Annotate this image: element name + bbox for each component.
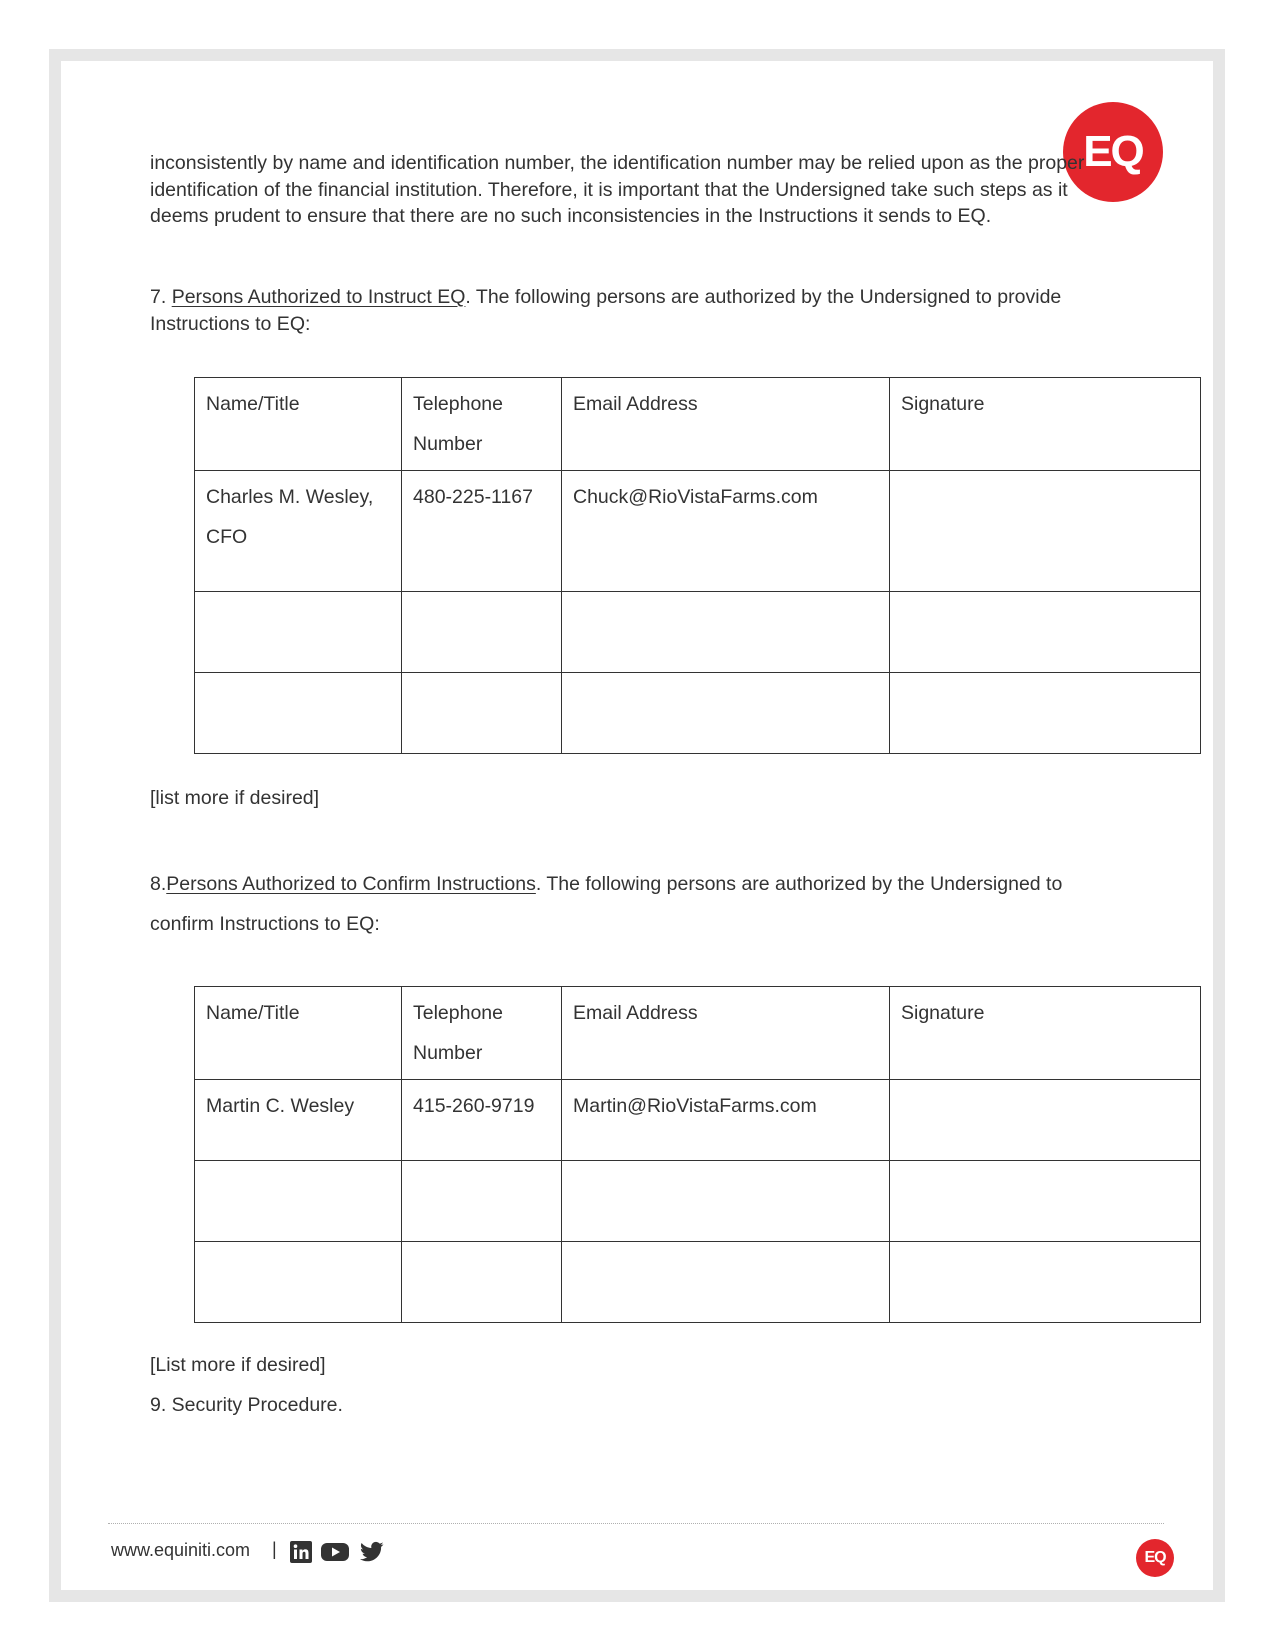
table-row bbox=[195, 1080, 1201, 1161]
section-7-paragraph bbox=[150, 284, 1110, 337]
header-email: Email Address bbox=[562, 987, 890, 1080]
table-row bbox=[195, 471, 1201, 592]
cell-signature bbox=[890, 1242, 1201, 1323]
footer-divider bbox=[108, 1523, 1164, 1524]
cell-email bbox=[562, 1242, 890, 1323]
linkedin-icon[interactable] bbox=[290, 1541, 312, 1563]
cell-signature bbox=[890, 1161, 1201, 1242]
header-name-title: Name/Title bbox=[195, 378, 402, 471]
list-more-note-1: [list more if desired] bbox=[150, 787, 320, 809]
intro-paragraph: inconsistently by name and identification number, the identification number may be relied upon as the proper identification of the financial institution. Therefore, it is important that the Undersigned take such steps as it deems prudent to ensure that there are no such inconsistencies in the Instructions it sends to EQ. bbox=[150, 152, 1085, 227]
footer-separator: | bbox=[272, 1539, 277, 1559]
table-header-row bbox=[195, 378, 1201, 471]
confirmers-table bbox=[194, 986, 1201, 1323]
cell-email bbox=[562, 673, 890, 754]
twitter-icon[interactable] bbox=[360, 1541, 384, 1563]
cell-email: Chuck@RioVistaFarms.com bbox=[562, 471, 890, 592]
instructors-table bbox=[194, 377, 1201, 754]
cell-signature bbox=[890, 673, 1201, 754]
table-row bbox=[195, 1161, 1201, 1242]
cell-telephone bbox=[402, 592, 562, 673]
cell-email bbox=[562, 1161, 890, 1242]
section-7-text: . The following persons are authorized by the Undersigned to provide Instructions to EQ: bbox=[150, 286, 1062, 335]
cell-email: Martin@RioVistaFarms.com bbox=[562, 1080, 890, 1161]
table-row bbox=[195, 1242, 1201, 1323]
cell-telephone: 415-260-9719 bbox=[402, 1080, 562, 1161]
cell-name-title bbox=[195, 1161, 402, 1242]
table-header-row bbox=[195, 987, 1201, 1080]
cell-telephone bbox=[402, 1161, 562, 1242]
list-more-note-2: [List more if desired] bbox=[150, 1354, 326, 1376]
cell-signature bbox=[890, 1080, 1201, 1161]
table-row bbox=[195, 592, 1201, 673]
section-7-heading: Persons Authorized to Instruct EQ bbox=[171, 286, 466, 308]
section-8-paragraph bbox=[150, 864, 1110, 944]
header-name-title: Name/Title bbox=[195, 987, 402, 1080]
section-7-number: 7. bbox=[150, 286, 172, 308]
cell-name-title bbox=[195, 1242, 402, 1323]
footer-website-link[interactable]: www.equiniti.com bbox=[111, 1540, 251, 1560]
section-9-heading: 9. Security Procedure. bbox=[150, 1394, 343, 1416]
cell-signature bbox=[890, 471, 1201, 592]
footer-eq-logo: EQ bbox=[1136, 1539, 1174, 1577]
section-8-text: . The following persons are authorized by the Undersigned to confirm Instructions to EQ: bbox=[150, 873, 1063, 935]
section-8-heading: Persons Authorized to Confirm Instructions bbox=[166, 873, 536, 895]
cell-telephone: 480-225-1167 bbox=[402, 471, 562, 592]
table-row bbox=[195, 673, 1201, 754]
header-telephone: Telephone Number bbox=[402, 987, 562, 1080]
cell-email bbox=[562, 592, 890, 673]
section-8-number: 8. bbox=[150, 873, 167, 895]
header-email: Email Address bbox=[562, 378, 890, 471]
eq-logo: EQ bbox=[1063, 102, 1163, 202]
youtube-icon[interactable] bbox=[321, 1541, 349, 1563]
cell-telephone bbox=[402, 1242, 562, 1323]
cell-name-title: Martin C. Wesley bbox=[195, 1080, 402, 1161]
cell-name-title bbox=[195, 592, 402, 673]
cell-signature bbox=[890, 592, 1201, 673]
header-signature: Signature bbox=[890, 378, 1201, 471]
header-signature: Signature bbox=[890, 987, 1201, 1080]
cell-name-title: Charles M. Wesley, CFO bbox=[195, 471, 402, 592]
cell-telephone bbox=[402, 673, 562, 754]
header-telephone: Telephone Number bbox=[402, 378, 562, 471]
cell-name-title bbox=[195, 673, 402, 754]
